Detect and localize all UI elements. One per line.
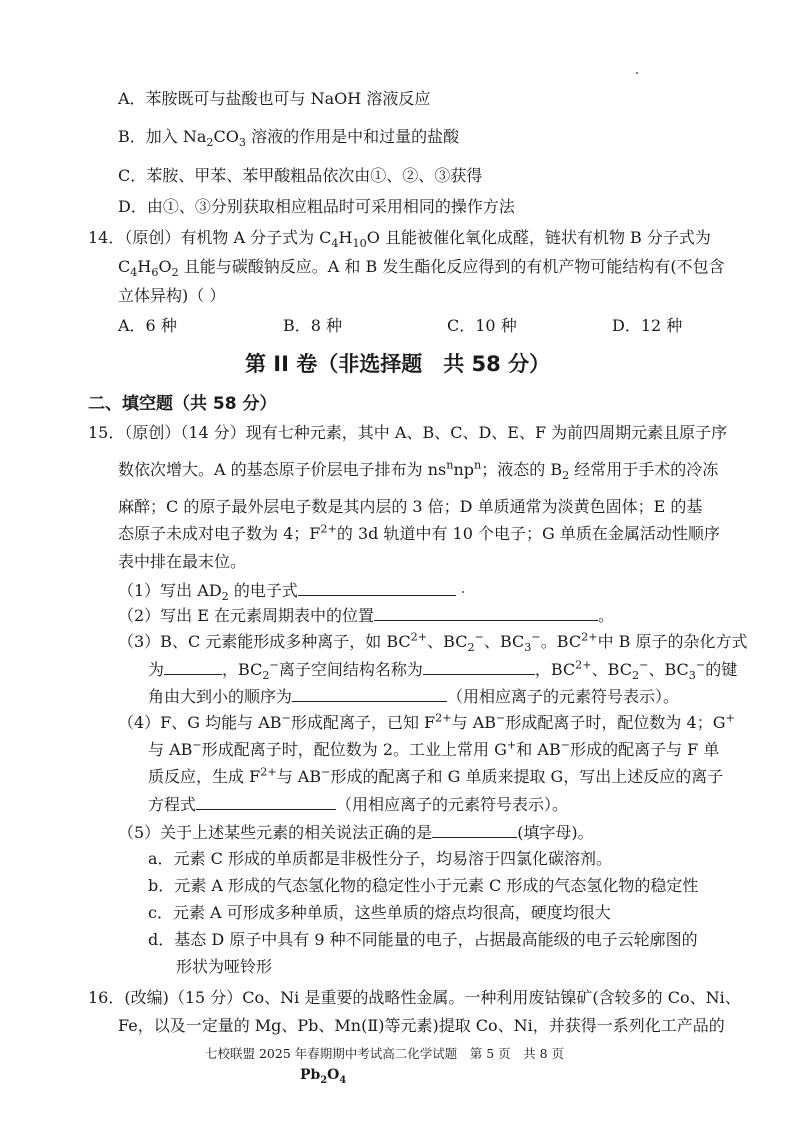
answer-blank-1[interactable]	[298, 580, 456, 596]
part-two-title: 第 II 卷（非选择题 共 58 分）	[245, 352, 551, 376]
q15-sub4-line-3: 质反应，生成 $F^{2+}$与 AB−形成的配离子和 G 单质来提取 G，写出上述反应的离子	[148, 765, 724, 786]
q14-line-1: 14．（原创）有机物 A 分子式为 $C_4H_{10}O$ 且能被催化氧化成醛，链状有机物 B 分子式为	[88, 228, 711, 251]
q15-line-2: 数依次增大。A 的基态原子价层电子排布为 $ns^nnp^n$；液态的 $B_2$ 经常用于手术的冷冻	[118, 458, 719, 483]
q15-sub2: （2）写出 E 在元素周期表中的位置 。	[118, 606, 615, 625]
q13-option-c: C．苯胺、甲苯、苯甲酸粗品依次由①、②、③获得	[118, 166, 483, 185]
q13-option-d: D．由①、③分别获取相应粗品时可采用相同的操作方法	[118, 197, 515, 216]
q15-sub3-line-1: （3）B、C 元素能形成多种离子，如 $BC^{2+}$、$BC_2^-$、$BC_3^-$。$BC^{2+}$中 B 原子的杂化方式	[118, 630, 748, 655]
scan-speck	[636, 72, 638, 74]
q14-option-a: A．6 种	[118, 316, 177, 335]
q14-line-3: 立体异构)（ ）	[118, 286, 226, 305]
q15-sub3-line-3: 角由大到小的顺序为 （用相应离子的元素符号表示）。	[148, 687, 680, 706]
q15-sub5-option-c: c．元素 A 可形成多种单质，这些单质的熔点均很高，硬度均很大	[148, 903, 611, 922]
q16-line-2: Fe，以及一定量的 Mg、Pb、Mn(Ⅱ)等元素)提取 Co、Ni，并获得一系列化工产品的	[118, 1016, 725, 1035]
q15-line-3: 麻醉；C 的原子最外层电子数是其内层的 3 倍；D 单质通常为淡黄色固体；E 的基	[118, 497, 703, 516]
q16-line-1: 16．(改编)（15 分）Co、Ni 是重要的战略性金属。一种利用废钴镍矿(含较多的 Co、Ni、	[88, 988, 741, 1007]
q13-option-b: B．加入 $Na_2CO_3$ 溶液的作用是中和过量的盐酸	[118, 127, 460, 150]
answer-blank-2[interactable]	[374, 605, 598, 621]
q14-line-2: $C_4H_6O_2$ 且能与碳酸钠反应。A 和 B 发生酯化反应得到的有机产物可能结构有(不包含	[118, 257, 725, 280]
q15-line-5: 表中排在最末位。	[118, 552, 247, 571]
q14-option-b: B．8 种	[283, 316, 343, 335]
answer-blank-3c[interactable]	[292, 686, 447, 702]
q15-sub5-option-d: d．基态 D 原子中具有 9 种不同能量的电子，占据最高能级的电子云轮廓图的	[148, 930, 698, 949]
q15-line-1: 15．（原创）（14 分）现有七种元素，其中 A、B、C、D、E、F 为前四周期元素且原子序	[88, 423, 728, 442]
answer-blank-4[interactable]	[196, 794, 336, 810]
answer-blank-3b[interactable]	[423, 659, 535, 675]
q15-sub5: （5）关于上述某些元素的相关说法正确的是 (填字母)。	[118, 823, 594, 842]
q14-option-c: C．10 种	[447, 316, 517, 335]
q15-sub4-line-2: 与 AB−形成配离子时，配位数为 2。工业上常用 G+和 AB−形成的配离子与 F 单	[148, 738, 720, 759]
q15-sub5-option-b: b．元素 A 形成的气态氢化物的稳定性小于元素 C 形成的气态氢化物的稳定性	[148, 876, 699, 895]
q15-sub5-option-a: a．元素 C 形成的单质都是非极性分子，均易溶于四氯化碳溶剂。	[148, 849, 612, 868]
answer-blank-3a[interactable]	[164, 659, 222, 675]
q15-line-4: 态原子未成对电子数为 4；$F^{2+}$的 3d 轨道中有 10 个电子；G 单质在金属活动性顺序	[118, 522, 720, 543]
page-footer: 七校联盟 2025 年春期期中考试高二化学试题 第 5 页 共 8 页	[205, 1046, 565, 1061]
q15-sub4-line-1: （4）F、G 均能与 AB−形成配离子，已知 $F^{2+}$与 AB−形成配离子时，配位数为 4；G+	[118, 711, 735, 732]
q14-option-d: D．12 种	[612, 316, 683, 335]
q15-sub4-line-4: 方程式 （用相应离子的元素符号表示）。	[148, 795, 569, 814]
section-heading: 二、填空题（共 58 分）	[88, 394, 277, 414]
stray-mark	[462, 591, 464, 593]
footer-formula: $Pb_2O_4$	[300, 1067, 347, 1086]
q15-sub5-option-d-cont: 形状为哑铃形	[176, 957, 273, 976]
q15-sub3-line-2: 为 ，$BC_2^-$离子空间结构名称为 ，$BC^{2+}$、$BC_2^-$、$BC_3^-$的键	[148, 658, 738, 683]
q13-option-a: A．苯胺既可与盐酸也可与 NaOH 溶液反应	[118, 89, 431, 108]
q15-sub1: （1）写出 $AD_2$ 的电子式	[118, 580, 456, 600]
answer-blank-5[interactable]	[432, 822, 517, 838]
